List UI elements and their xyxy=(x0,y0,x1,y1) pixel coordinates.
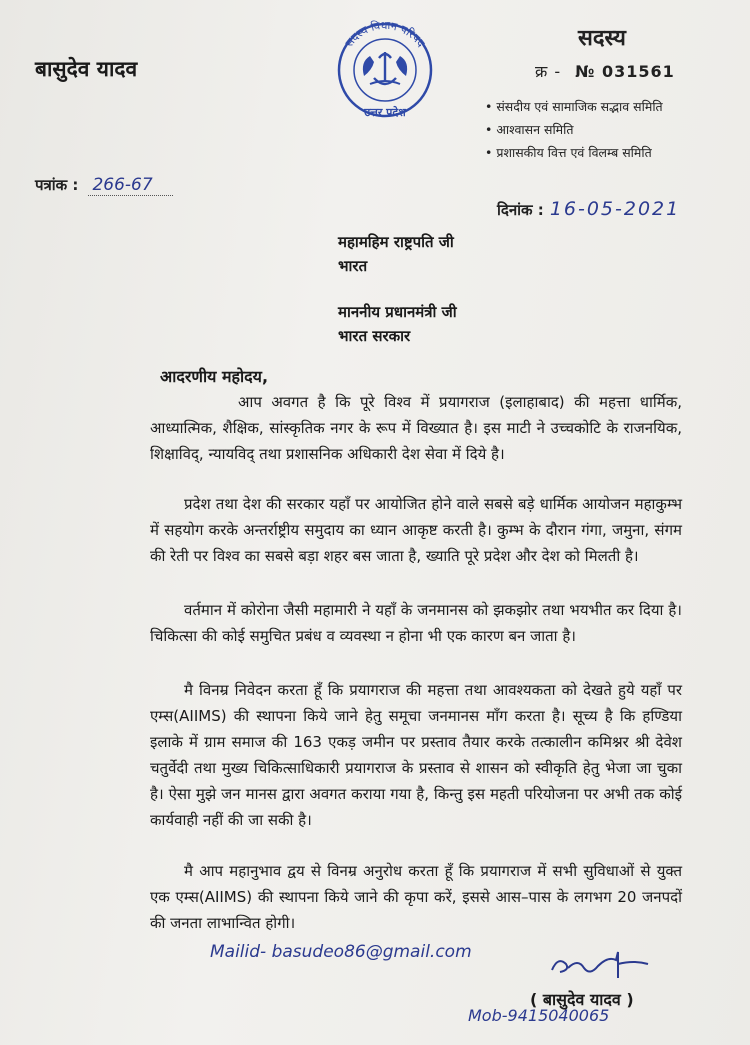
addressee-line: महामहिम राष्ट्रपति जी xyxy=(338,233,454,251)
committee-item: • आश्वासन समिति xyxy=(485,118,663,141)
addressee-line: माननीय प्रधानमंत्री जी xyxy=(338,303,457,321)
signature-icon xyxy=(548,948,658,984)
body-paragraph: प्रदेश तथा देश की सरकार यहाँ पर आयोजित होने वाले सबसे बड़े धार्मिक आयोजन महाकुम्भ में सहयोग करके अन्तर्राष्ट्रीय समुदाय का ध्यान आकृष्ट करती है। कुम्भ के दौरान गंगा, जमुना, संगम की रेती पर विश्व का सबसे बड़ा शहर बस जाता है, ख्याति पूरे प्रदेश और देश को मिलती है। xyxy=(150,495,682,565)
handwritten-email: Mailid- basudeo86@gmail.com xyxy=(210,942,472,962)
member-title: सदस्य xyxy=(578,26,626,51)
date-label: दिनांक : xyxy=(497,201,544,219)
seal-bottom-text: उत्तर प्रदेश xyxy=(364,106,406,119)
body-paragraph: मै विनम्र निवेदन करता हूँ कि प्रयागराज की महत्ता तथा आवश्यकता को देखते हुये यहाँ पर एम्स(AIIMS) की स्थापना किये जाने हेतु समूचा जनमानस माँग करता है। सूच्य है कि हण्डिया इलाके में ग्राम समाज की 163 एकड़ जमीन पर प्रस्ताव तैयार करके तत्कालीन कमिश्नर श्री देवेश चतुर्वेदी तथा मुख्य चिकित्साधिकारी प्रयागराज के प्रस्ताव से शासन को स्वीकृति हेतु भेजा जा चुका है। ऐसा मुझे जन मानस द्वारा अवगत कराया गया है, किन्तु इस महती परियोजना पर अभी तक कोई कार्यवाही नहीं की जा सकी है। xyxy=(150,681,682,829)
addressee-line: भारत सरकार xyxy=(338,327,411,345)
serial-prefix: क्र - xyxy=(535,62,562,81)
committee-item: • संसदीय एवं सामाजिक सद्भाव समिति xyxy=(485,95,663,118)
sender-name: बासुदेव यादव xyxy=(35,57,138,81)
signatory-name: ( बासुदेव यादव ) xyxy=(530,990,634,1009)
seal-top-text: सदस्य विधान परिषद xyxy=(342,18,428,50)
committee-list xyxy=(485,95,663,164)
body-paragraph: वर्तमान में कोरोना जैसी महामारी ने यहाँ के जनमानस को झकझोर तथा भयभीत कर दिया है। चिकित्सा की कोई समुचित प्रबंध व व्यवस्था न होना भी एक कारण बन जाता है। xyxy=(150,601,682,645)
body-paragraph: मै आप महानुभाव द्वय से विनम्र अनुरोध करता हूँ कि प्रयागराज में सभी सुविधाओं से युक्त एक एम्स(AIIMS) की स्थापना किये जाने की कृपा करें, इससे आस–पास के लगभग 20 जनपदों की जनता लाभान्वित होगी। xyxy=(150,862,682,932)
body-paragraph: आप अवगत है कि पूरे विश्व में प्रयागराज (इलाहाबाद) की महत्ता धार्मिक, आध्यात्मिक, शैक्षिक, सांस्कृतिक नगर के रूप में विख्यात है। इस माटी ने उच्चकोटि के राजनयिक, शिक्षाविद्, न्यायविद् तथा प्रशासनिक अधिकारी देश सेवा में दिये है। xyxy=(150,393,682,463)
up-legislative-council-emblem xyxy=(330,18,440,122)
reference-label: पत्रांक : xyxy=(35,176,79,194)
letter-date xyxy=(497,198,680,220)
reference-number xyxy=(35,175,173,195)
addressee-line: भारत xyxy=(338,257,368,275)
reference-value: 266-67 xyxy=(88,175,172,196)
serial-number xyxy=(535,60,675,82)
serial-value: № 031561 xyxy=(575,62,675,81)
date-value: 16-05-2021 xyxy=(549,198,681,220)
salutation: आदरणीय महोदय, xyxy=(160,367,269,386)
committee-item: • प्रशासकीय वित्त एवं विलम्ब समिति xyxy=(485,141,663,164)
handwritten-mobile: Mob-9415040065 xyxy=(468,1006,610,1025)
